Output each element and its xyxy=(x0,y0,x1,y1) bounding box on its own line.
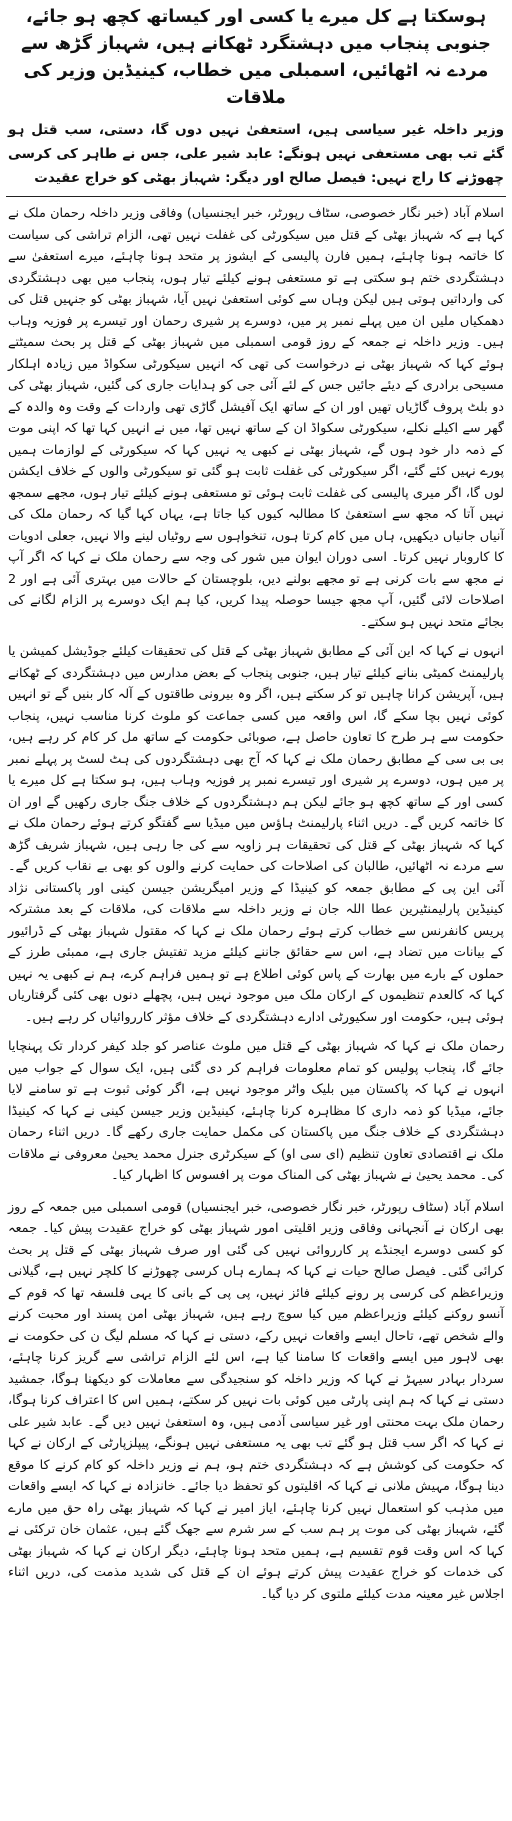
headline-divider xyxy=(6,196,506,197)
news-article xyxy=(6,4,506,1817)
article-paragraph: رحمان ملک نے کہا کہ شہباز بھٹی کے قتل میں ملوث عناصر کو جلد کیفر کردار تک پہنچایا جائے گا، پنجاب پولیس کو تمام معلومات فراہم کر دی گئی ہیں، ایک سوال کے جواب میں انہوں نے کہا کہ پاکستان میں بلیک واٹر موجود نہیں ہے، اگر کوئی ثبوت ہے تو سامنے لایا جائے، میڈیا کو ذمہ داری کا مظاہرہ کرنا چاہئے، کینیڈین وزیر جیسن کینی نے کہا کہ کینیڈا دہشتگردی کے خلاف جنگ میں پاکستان کی مکمل حمایت جاری رکھے گا۔ دریں اثناء رحمان ملک نے اقتصادی تعاون تنظیم (ای سی او) کے سیکرٹری جنرل محمد یحییٰ معروفی نے ملاقات کی۔ محمد یحییٰ نے شہباز بھٹی کی المناک موت پر افسوس کا اظہار کیا۔ xyxy=(8,1039,504,1183)
article-paragraph: انہوں نے کہا کہ این آئی کے مطابق شہباز بھٹی کے قتل کی تحقیقات کیلئے جوڈیشل کمیشن یا پارلیمنٹ کمیٹی بنانے کیلئے تیار ہیں، جنوبی پنجاب کے بعض مدارس میں دہشتگردی کے ٹھکانے ہیں، آپریشن کرانا چاہیں تو کر سکتے ہیں، اگر وہ بیرونی طاقتوں کے آلہ کار بنیں گے تو انہیں کوئی نہیں بچا سکے گا، اس واقعہ میں کسی جماعت کو ملوث کرنا مناسب نہیں، پنجاب حکومت سے ہر طرح کا تعاون حاصل ہے، صوبائی حکومت کے ساتھ مل کر کام کر رہے ہیں، بی بی سی کے مطابق رحمان ملک نے کہا کہ آج بھی دہشتگردوں کی ہٹ لسٹ پر پہلے نمبر پر میں ہوں، دوسرے پر شیری اور تیسرے نمبر پر فوزیہ وہاب ہیں، ہو سکتا ہے کل میرے یا کسی اور کے ساتھ کچھ ہو جائے لیکن ہم دہشتگردوں کے خلاف جنگ جاری رکھیں گے اور ان کا خاتمہ کریں گے۔ دریں اثناء پارلیمنٹ ہاؤس میں میڈیا سے گفتگو کرتے ہوئے رحمان ملک نے کہا کہ شہباز بھٹی کے قتل کی تحقیقات ہر زاویہ سے کی جا رہی ہیں، شہباز شریف گڑھ سے مردے نہ اٹھائیں، طالبان کی اصلاحات کی حمایت کرنے والوں کو بھی بے نقاب کریں گے۔ آئی این پی کے مطابق جمعہ کو کینیڈا کے وزیر امیگریشن جیسن کینی اور پاکستانی نژاد کینیڈین پارلیمنٹیرین عطا اللہ جان نے وزیر داخلہ سے ملاقات کی، ملاقات کے بعد مشترکہ پریس کانفرنس سے خطاب کرتے ہوئے رحمان ملک نے کہا کہ مقتول شہباز بھٹی کے ڈرائیور کے بیانات میں تضاد ہے، اس سے حقائق جاننے کیلئے مزید تفتیش جاری ہے، ممبئی طرز کے حملوں کے بارے میں بھارت کے پاس کوئی اطلاع ہے تو ہمیں فراہم کرے، ہم نے کبھی یہ نہیں کہا کہ کالعدم تنظیموں کے ارکان ملک میں موجود نہیں ہیں، پچھلے دنوں بھی کئی گرفتاریاں ہوئی ہیں، حکومت اور سکیورٹی ادارے دہشتگردی کے خلاف مؤثر کارروائیاں کر رہے ہیں۔ xyxy=(8,644,504,1025)
article-headline: ہوسکتا ہے کل میرے یا کسی اور کیساتھ کچھ ہو جائے، جنوبی پنجاب میں دہشتگرد ٹھکانے ہیں، شہباز گڑھ سے مردے نہ اٹھائیں، اسمبلی میں خطاب، کینیڈین وزیر کی ملاقات xyxy=(21,7,491,108)
section-gap xyxy=(6,1187,506,1197)
article-subhead: وزیر داخلہ غیر سیاسی ہیں، استعفیٰ نہیں دوں گا، دستی، سب قتل ہو گئے تب بھی مستعفی نہیں ہونگے: عابد شیر علی، جس نے طاہر کی کرسی چھوڑنے کا راج نہیں: فیصل صالح اور دیگر: شہباز بھٹی کو خراج عقیدت xyxy=(8,122,504,186)
article-paragraph-second-report: اسلام آباد (سٹاف رپورٹر، خبر نگار خصوصی، خبر ایجنسیاں) قومی اسمبلی میں جمعہ کے روز بھی ارکان نے آنجہانی وفاقی وزیر اقلیتی امور شہباز بھٹی کو خراج عقیدت پیش کیا۔ جمعہ کو کسی دوسرے ایجنڈے پر کارروائی نہیں کی گئی اور صرف شہباز بھٹی کے قتل پر بحث کرائی گئی۔ فیصل صالح حیات نے کہا کہ ہمارے ہاں کرسی چھوڑنے کا کلچر نہیں ہے، گیلانی وزیراعظم کی کرسی پر رونے کیلئے فائز نہیں، پی پی کے بانی کا یہی فلسفہ تھا کہ قوم کے آنسو روکنے کیلئے وزیراعظم میں کیا سوچ رہے ہیں، شہباز بھٹی امن پسند اور محبت کرنے والے شخص تھے، تاحال ایسے واقعات نہیں رکے، دستی نے کہا کہ مسلم لیگ ن کی حکومت نے بھی لاہور میں ایسے واقعات کا سامنا کیا ہے، اس لئے الزام تراشی سے گریز کرنا چاہئے، سردار بہادر سیہڑ نے کہا کہ وزیر داخلہ کو سنجیدگی سے معاملات کو دیکھنا ہوگا، جمشید دستی نے کہا کہ ہم اپنی پارٹی میں کوئی بات نہیں کر سکتے، ہمیں اس کا اعتراف کرنا ہوگا، رحمان ملک بہت محنتی اور غیر سیاسی آدمی ہیں، وہ استعفیٰ نہیں دیں گے۔ عابد شیر علی نے کہا کہ اگر سب قتل ہو گئے تب بھی یہ مستعفی نہیں ہونگے، پیپلزپارٹی کے ارکان نے کہا کہ حکومت کی کوشش ہے کہ دہشتگردی ختم ہو، ہم نے وزیر داخلہ کو کام کرنے کا موقع دینا ہوگا، مہیش ملانی نے کہا کہ اقلیتوں کو تحفظ دیا جائے۔ خانزادہ نے کہا کہ ایسے واقعات میں مذہب کو استعمال نہیں کرنا چاہئے، ایاز امیر نے کہا کہ شہباز بھٹی راہ حق میں مارے گئے، شہباز بھٹی کی موت پر ہم سب کے سر شرم سے جھک گئے ہیں، عثمان خان ترکئی نے کہا کہ اس وقت قوم تقسیم ہے، ہمیں متحد ہونا چاہئے، دیگر ارکان نے کہا کہ شہباز بھٹی کی خدمات کو خراج عقیدت پیش کرتے ہوئے ان کے قتل کی شدید مذمت کی، دریں اثناء اجلاس غیر معینہ مدت کیلئے ملتوی کر دیا گیا۔ xyxy=(8,1199,504,1602)
article-paragraph: اسلام آباد (خبر نگار خصوصی، سٹاف رپورٹر، خبر ایجنسیاں) وفاقی وزیر داخلہ رحمان ملک نے کہا ہے کہ شہباز بھٹی کے قتل میں سیکورٹی کی غفلت نہیں تھی، الزام تراشی کی سیاست کا خاتمہ ہونا چاہئے، ہمیں فارن پالیسی کے ایشوز پر متحد ہونا چاہئے، میرے استعفیٰ سے دہشتگردی ختم ہو سکتی ہے تو مستعفی ہونے کیلئے تیار ہوں، پنجاب میں بھی دہشتگردی کی وارداتیں ہوتی ہیں لیکن وہاں سے کوئی استعفیٰ نہیں آیا، شہباز بھٹی کو جنہیں قتل کی دھمکیاں ملیں ان میں پہلے نمبر پر میں، دوسرے پر شیری رحمان اور تیسرے پر فوزیہ وہاب ہیں۔ وزیر داخلہ نے جمعہ کے روز قومی اسمبلی میں شہباز بھٹی کے قتل پر بحث سمیٹتے ہوئے کہا کہ شہباز بھٹی نے درخواست کی تھی کہ انہیں سیکورٹی سکواڈ میں زیادہ اہلکار مسیحی برادری کے دیئے جائیں جس کے لئے آئی جی کو ہدایات جاری کی گئیں، شہباز بھٹی کی دو بلٹ پروف گاڑیاں تھیں اور ان کے ساتھ ایک آفیشل گاڑی تھی واردات کے وقت وہ والدہ کے گھر سے اکیلے نکلے، سیکورٹی سکواڈ ان کے ساتھ نہیں تھا، میں نے انہیں کہا تھا کہ اپنی موت کے ذمہ دار خود ہوں گے، شہباز بھٹی نے کبھی یہ نہیں کہا کہ سیکورٹی کے لوازمات ہمیں پورے نہیں کئے گئے، اگر سیکورٹی کی غفلت ثابت ہو گئی تو سیکورٹی والوں کے خلاف ایکشن لوں گا، اگر میری پالیسی کی غفلت ثابت ہوئی تو مستعفی ہونے کیلئے تیار ہوں، مجھے سمجھ نہیں آتا کہ مجھ سے استعفیٰ کا مطالبہ کیوں کیا جاتا ہے، یہاں کہا گیا کہ رحمان ملک کی آنیاں جانیاں دیکھیں، ہاں میں کام کرتا ہوں، تنخواہوں سے روٹیاں لینے والا نہیں، جعلی ادویات کا کاروبار نہیں کرتا۔ اسی دوران ایوان میں شور کی وجہ سے رحمان ملک نے کہا کہ اگر آپ نے مجھ سے بات کرنی ہے تو مجھے بولنے دیں، بلوچستان کے حالات میں بہتری آئی ہے اور 2 اصلاحات لائی گئیں، آپ مجھ جیسا حوصلہ پیدا کریں، کیا ہم ایک دوسرے پر الزام لگانے کی بجائے متحد نہیں ہو سکتے۔ xyxy=(8,206,504,630)
